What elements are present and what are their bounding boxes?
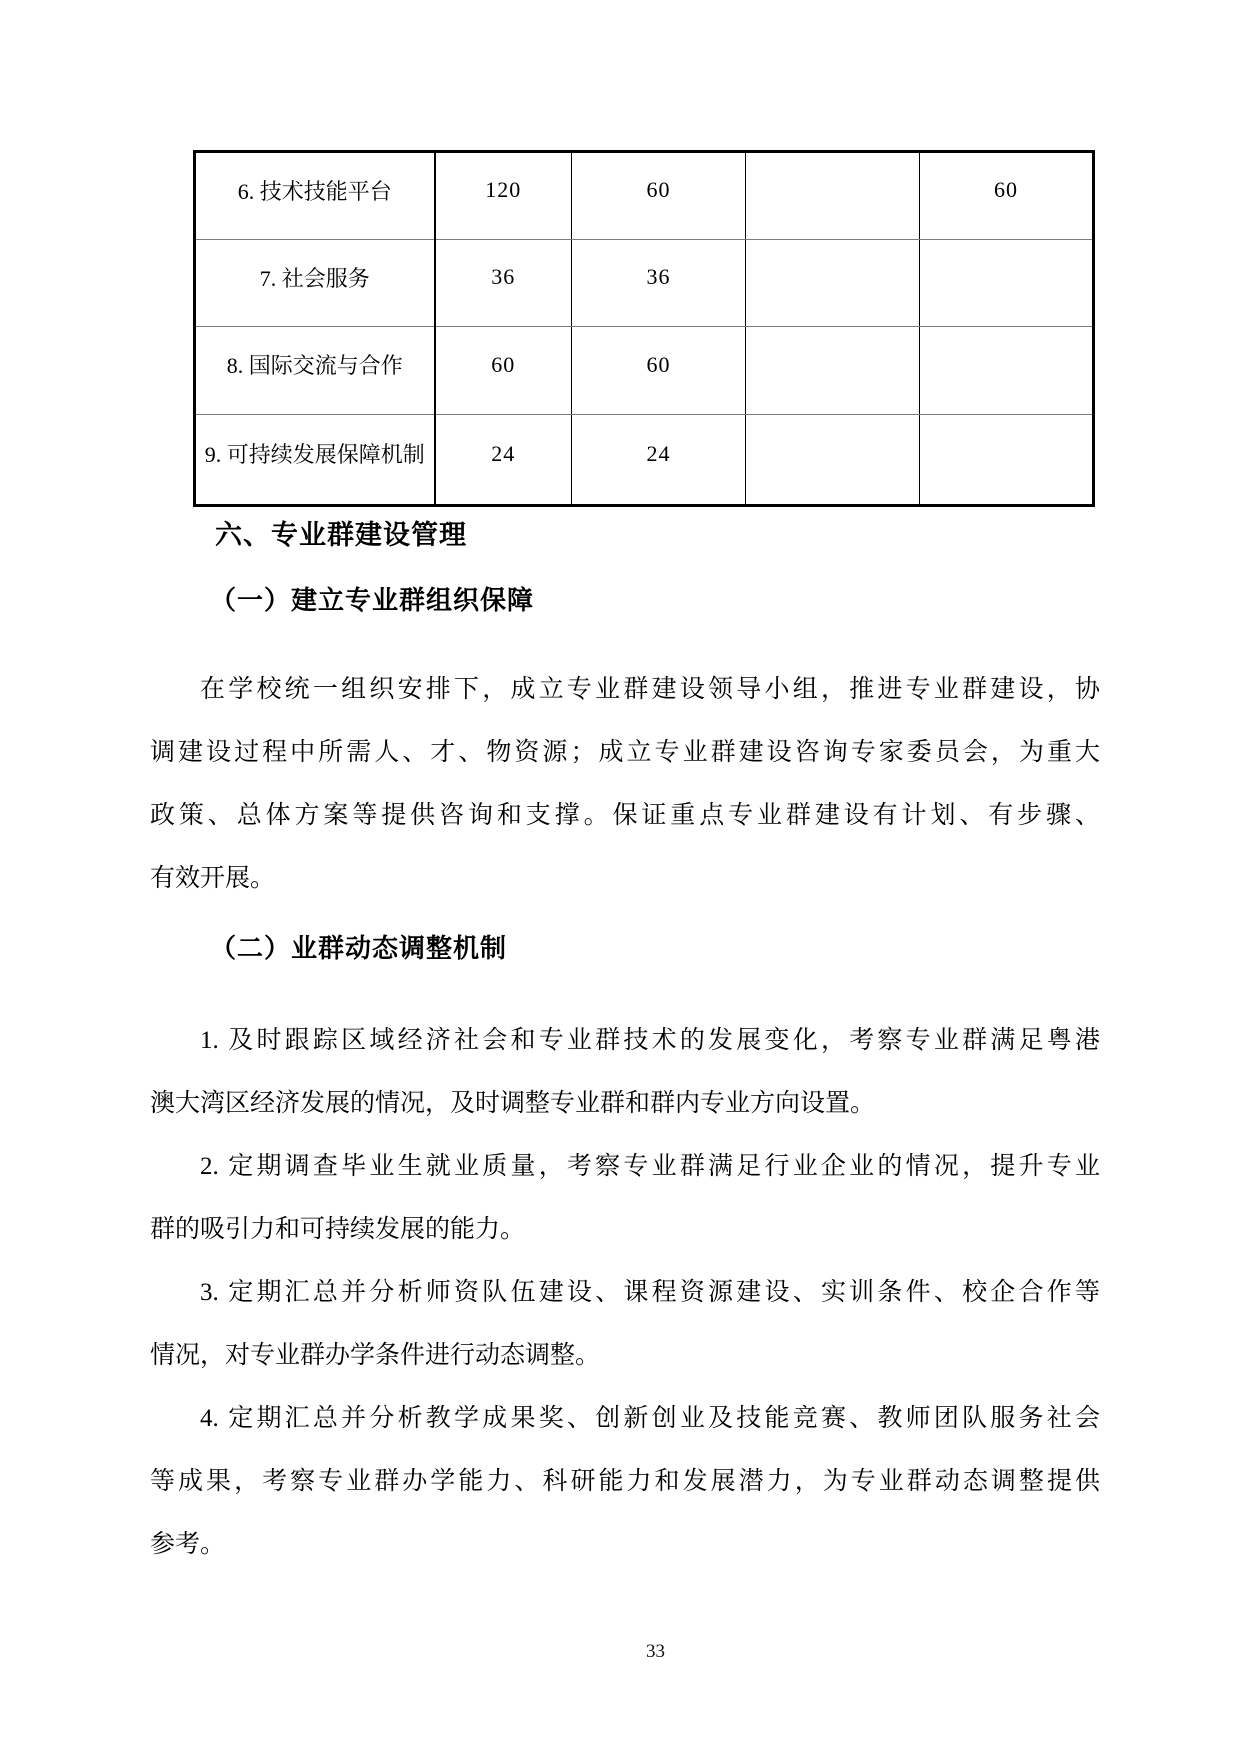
paragraph-adjustment-items bbox=[150, 1009, 1100, 1576]
table-row bbox=[195, 415, 1094, 506]
row-label-cell: 8. 国际交流与合作 bbox=[195, 327, 435, 415]
value-cell: 120 bbox=[435, 152, 572, 240]
text-line: 2. 定期调查毕业生就业质量，考察专业群满足行业企业的情况，提升专业 bbox=[200, 1153, 1100, 1180]
text-line: 在学校统一组织安排下，成立专业群建设领导小组，推进专业群建设，协 bbox=[200, 676, 1100, 703]
text-line: 群的吸引力和可持续发展的能力。 bbox=[150, 1216, 526, 1243]
text-line: 有效开展。 bbox=[150, 865, 276, 892]
table-row bbox=[195, 152, 1094, 240]
paragraph-organization bbox=[150, 658, 1100, 910]
table-row bbox=[195, 240, 1094, 327]
text-line: 等成果，考察专业群办学能力、科研能力和发展潜力，为专业群动态调整提供 bbox=[150, 1468, 1100, 1495]
value-cell: 36 bbox=[435, 240, 572, 327]
text-line: 政策、总体方案等提供咨询和支撑。保证重点专业群建设有计划、有步骤、 bbox=[150, 802, 1100, 829]
page-number: 33 bbox=[646, 1641, 665, 1662]
value-cell bbox=[746, 327, 920, 415]
text-line: 澳大湾区经济发展的情况，及时调整专业群和群内专业方向设置。 bbox=[150, 1090, 876, 1117]
text-line: 1. 及时跟踪区域经济社会和专业群技术的发展变化，考察专业群满足粤港 bbox=[200, 1027, 1100, 1054]
value-cell: 24 bbox=[572, 415, 746, 506]
row-label-cell: 7. 社会服务 bbox=[195, 240, 435, 327]
value-cell bbox=[920, 240, 1094, 327]
section-heading-sub1: （一）建立专业群组织保障 bbox=[210, 586, 535, 615]
text-line: 参考。 bbox=[150, 1531, 226, 1558]
construction-funding-table bbox=[193, 150, 1095, 507]
table-row bbox=[195, 327, 1094, 415]
section-heading-sub2: （二）业群动态调整机制 bbox=[210, 934, 508, 963]
text-line: 情况，对专业群办学条件进行动态调整。 bbox=[150, 1342, 601, 1369]
value-cell bbox=[746, 152, 920, 240]
value-cell: 60 bbox=[435, 327, 572, 415]
value-cell: 60 bbox=[572, 152, 746, 240]
value-cell: 24 bbox=[435, 415, 572, 506]
text-line: 3. 定期汇总并分析师资队伍建设、课程资源建设、实训条件、校企合作等 bbox=[200, 1279, 1100, 1306]
row-label-cell: 6. 技术技能平台 bbox=[195, 152, 435, 240]
section-heading-major: 六、专业群建设管理 bbox=[215, 520, 467, 550]
value-cell: 60 bbox=[920, 152, 1094, 240]
value-cell bbox=[920, 415, 1094, 506]
text-line: 4. 定期汇总并分析教学成果奖、创新创业及技能竞赛、教师团队服务社会 bbox=[200, 1405, 1100, 1432]
value-cell bbox=[746, 415, 920, 506]
value-cell: 36 bbox=[572, 240, 746, 327]
value-cell bbox=[746, 240, 920, 327]
value-cell: 60 bbox=[572, 327, 746, 415]
value-cell bbox=[920, 327, 1094, 415]
row-label-cell: 9. 可持续发展保障机制 bbox=[195, 415, 435, 506]
text-line: 调建设过程中所需人、才、物资源；成立专业群建设咨询专家委员会，为重大 bbox=[150, 739, 1100, 766]
